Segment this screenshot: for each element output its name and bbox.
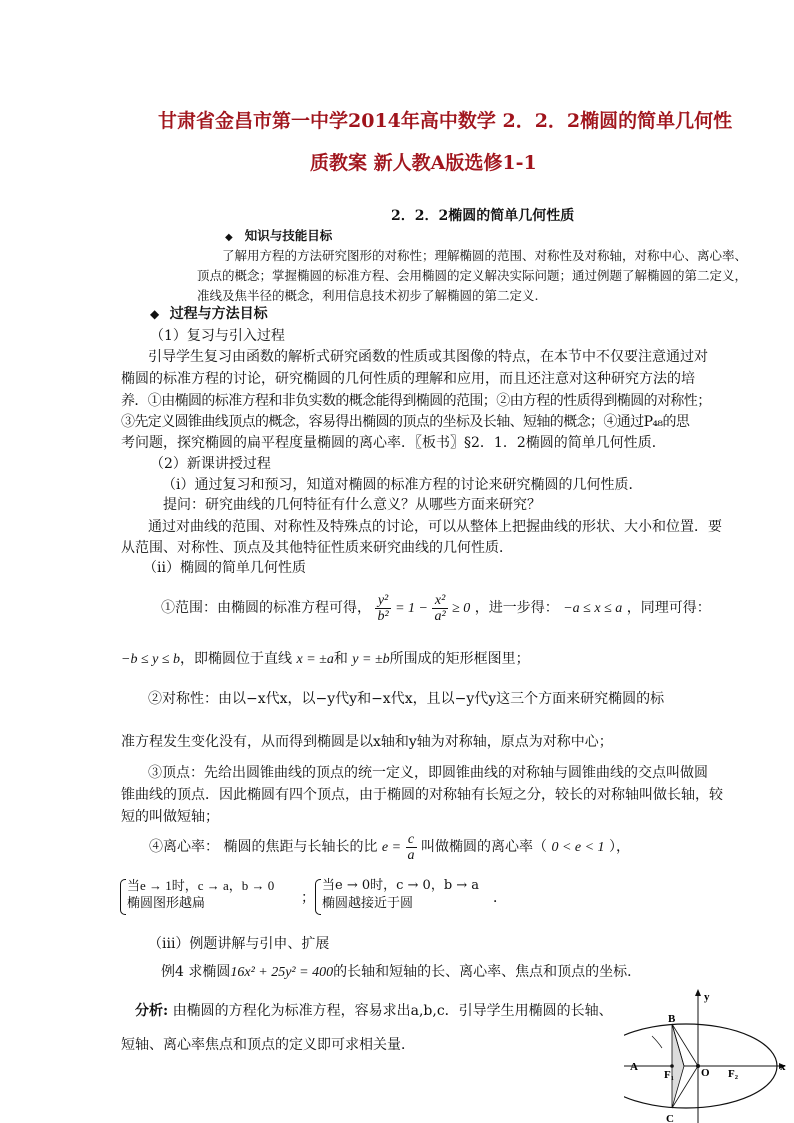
sub-heading-2: （2）新课讲授过程 bbox=[150, 456, 271, 472]
y-axis bbox=[695, 989, 701, 1123]
analysis-line-1: 分析: 由椭圆的方程化为标准方程，容易求出a,b,c．引导学生用椭圆的长轴、 bbox=[135, 1003, 613, 1019]
vertex-line-3: 短的叫做短轴； bbox=[121, 809, 219, 825]
label-f2: F₂ bbox=[728, 1068, 739, 1080]
para1-line-1: 引导学生复习由函数的解析式研究函数的性质或其图像的特点，在本节中不仅要注意通过对 bbox=[148, 349, 708, 365]
question: 提问：研究曲线的几何特征有什么意义？从哪些方面来研究？ bbox=[163, 497, 541, 513]
para2-line-1: 通过对曲线的范围、对称性及特殊点的讨论，可以从整体上把握曲线的形状、大小和位置．要 bbox=[148, 519, 722, 535]
process-goal-heading: ◆ 过程与方法目标 bbox=[150, 306, 268, 322]
para1-line-3: 养．①由椭圆的标准方程和非负实数的概念能得到椭圆的范围；②由方程的性质得到椭圆的对称性； bbox=[121, 393, 711, 409]
ellipse-diagram bbox=[624, 988, 794, 1123]
label-o: O bbox=[701, 1067, 710, 1079]
range-line: ①范围：由椭圆的标准方程可得， $\frac{\text{y²}}{\text{b²}}$ = 1 − $\frac{\text{x²}}{\text{a²}}$ ≥ 0 ，进一步得： −a ≤ x ≤ a ，同理可得： bbox=[161, 592, 711, 624]
knowledge-line-1: 了解用方程的方法研究图形的对称性；理解椭圆的范围、对称性及对称轴，对称中心、离心率、 bbox=[222, 248, 748, 263]
range-line-2: −b ≤ y ≤ b，即椭圆位于直线 x = ±a和 y = ±b所围成的矩形框图里； bbox=[121, 651, 530, 667]
eccentricity-line: ④离心率： 椭圆的焦距与长轴长的比 e = $\frac{c}{a}$ 叫做椭圆的离心率（ 0 < e < 1 ）， bbox=[149, 831, 630, 863]
origin-point bbox=[696, 1064, 700, 1068]
vertex-line-1: ③顶点：先给出圆锥曲线的顶点的统一定义，即圆锥曲线的对称轴与圆锥曲线的交点叫做圆 bbox=[148, 765, 708, 781]
label-b: B bbox=[668, 1013, 676, 1025]
knowledge-goal-heading: ◆ 知识与技能目标 bbox=[225, 228, 333, 243]
case-2: 当e → 0时，c → 0，b → a 椭圆越接近于圆 bbox=[322, 878, 480, 911]
para1-line-2: 椭圆的标准方程的讨论，研究椭圆的几何性质的理解和应用，而且还注意对这种研究方法的培 bbox=[121, 371, 695, 387]
analysis-line-2: 短轴、离心率焦点和顶点的定义即可求相关量． bbox=[121, 1037, 415, 1053]
label-c: C bbox=[666, 1113, 674, 1123]
label-a: A bbox=[630, 1061, 638, 1073]
focus-f1-point bbox=[670, 1064, 674, 1068]
page-title-line2: 质教案 新人教A版选修1-1 bbox=[310, 152, 537, 174]
sub-heading-1: （1）复习与引入过程 bbox=[150, 328, 285, 344]
bullet-icon: ◆ bbox=[225, 232, 233, 243]
vertex-line-2: 锥曲线的顶点．因此椭圆有四个顶点，由于椭圆的对称轴有长短之分，较长的对称轴叫做长轴，较 bbox=[121, 787, 723, 803]
bullet-icon: ◆ bbox=[150, 307, 160, 321]
case-separator: ； bbox=[301, 890, 315, 906]
symmetry-line-1: ②对称性：由以−x代x，以−y代y和−x代x，且以−y代y这三个方面来研究椭圆的标 bbox=[148, 691, 665, 707]
item-iii: （iii）例题讲解与引申、扩展 bbox=[148, 936, 330, 952]
example-4: 例4 求椭圆16x² + 25y² = 400的长轴和短轴的长、离心率、焦点和顶点的坐标． bbox=[161, 964, 642, 980]
fraction-c-a: $\frac{c}{a}$ bbox=[407, 831, 415, 863]
para2-line-2: 从范围、对称性、顶点及其他特征性质来研究曲线的几何性质． bbox=[121, 540, 513, 556]
section-heading: 2．2．2椭圆的简单几何性质 bbox=[391, 208, 575, 224]
label-x: x bbox=[780, 1061, 786, 1073]
item-i: （i）通过复习和预习，知道对椭圆的标准方程的讨论来研究椭圆的几何性质． bbox=[162, 477, 643, 493]
page-title-line1: 甘肃省金昌市第一中学2014年高中数学 2．2．2椭圆的简单几何性 bbox=[158, 110, 733, 132]
item-ii: （ii）椭圆的简单几何性质 bbox=[143, 560, 306, 576]
fraction-x2-a2: $\frac{\text{x²}}{\text{a²}}$ bbox=[434, 592, 446, 624]
knowledge-line-2: 顶点的概念；掌握椭圆的标准方程、会用椭圆的定义解决实际问题；通过例题了解椭圆的第二定义， bbox=[197, 268, 748, 283]
case-end-dot: ． bbox=[493, 890, 507, 906]
para1-line-5: 考问题，探究椭圆的扁平程度量椭圆的离心率．〖板书〗§2．1．2椭圆的简单几何性质． bbox=[121, 435, 666, 451]
case-1: 当e → 1时，c → a，b → 0 椭圆图形越扁 bbox=[127, 878, 275, 911]
knowledge-line-3: 准线及焦半径的概念，利用信息技术初步了解椭圆的第二定义. bbox=[197, 288, 539, 303]
symmetry-line-2: 准方程发生变化没有，从而得到椭圆是以x轴和y轴为对称轴，原点为对称中心； bbox=[121, 734, 613, 750]
fraction-y2-b2: $\frac{\text{y²}}{\text{b²}}$ bbox=[377, 592, 389, 624]
para1-line-4: ③先定义圆锥曲线顶点的概念，容易得出椭圆的顶点的坐标及长轴、短轴的概念；④通过P₄₈的思 bbox=[121, 414, 690, 430]
label-y: y bbox=[704, 991, 710, 1003]
label-f1: F₁ bbox=[664, 1069, 675, 1081]
